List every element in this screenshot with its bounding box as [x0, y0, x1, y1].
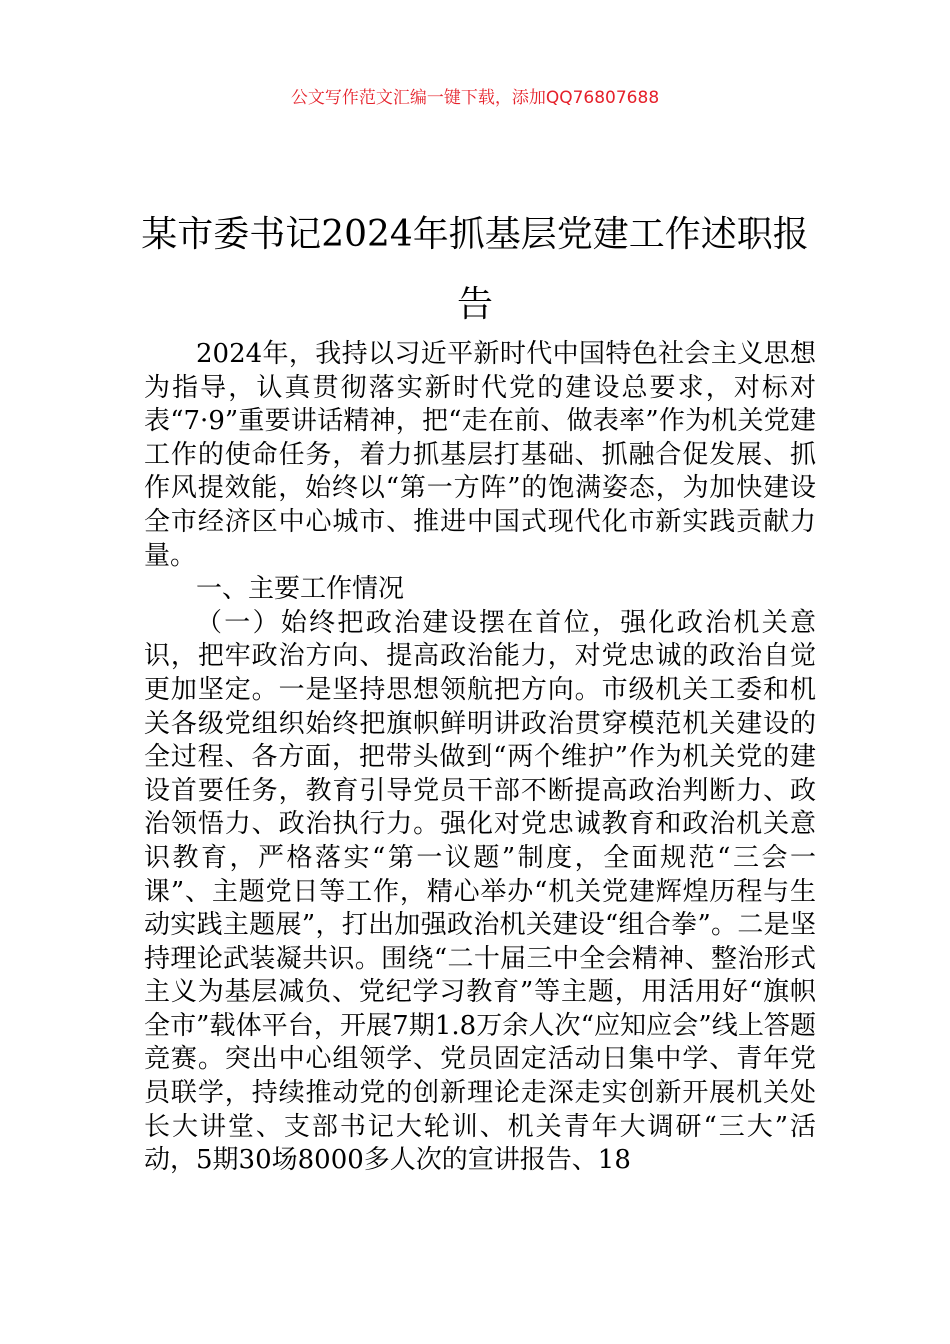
document-title: 某市委书记2024年抓基层党建工作述职报告 [141, 214, 809, 326]
paragraph-intro: 2024年，我持以习近平新时代中国特色社会主义思想为指导，认真贯彻落实新时代党的建设总要求，对标对表“7·9”重要讲话精神，把“走在前、做表率”作为机关党建工作的使命任务，着力抓基层打基础、抓融合促发展、抓作风提效能，始终以“第一方阵”的饱满姿态，为加快建设全市经济区中心城市、推进中国式现代化市新实践贡献力量。 [144, 339, 816, 571]
watermark-banner: 公文写作范文汇编一键下载，添加QQ76807688 [290, 88, 660, 108]
document-body [144, 338, 816, 1178]
section-heading: 一、主要工作情况 [196, 574, 405, 605]
paragraph-section-1: （一）始终把政治建设摆在首位，强化政治机关意识，把牢政治方向、提高政治能力，对党忠诚的政治自觉更加坚定。一是坚持思想领航把方向。市级机关工委和机关各级党组织始终把旗帜鲜明讲政治贯穿模范机关建设的全过程、各方面，把带头做到“两个维护”作为机关党的建设首要任务，教育引导党员干部不断提高政治判断力、政治领悟力、政治执行力。强化对党忠诚教育和政治机关意识教育，严格落实“第一议题”制度，全面规范“三会一课”、主题党日等工作，精心举办“机关党建辉煌历程与生动实践主题展”，打出加强政治机关建设“组合拳”。二是坚持理论武装凝共识。围绕“二十届三中全会精神、整治形式主义为基层减负、党纪学习教育”等主题，用活用好“旗帜全市”载体平台，开展7期1.8万余人次“应知应会”线上答题竞赛。突出中心组领学、党员固定活动日集中学、青年党员联学，持续推动党的创新理论走深走实创新开展机关处长大讲堂、支部书记大轮训、机关青年大调研“三大”活动，5期30场8000多人次的宣讲报告、18 [144, 607, 816, 1176]
